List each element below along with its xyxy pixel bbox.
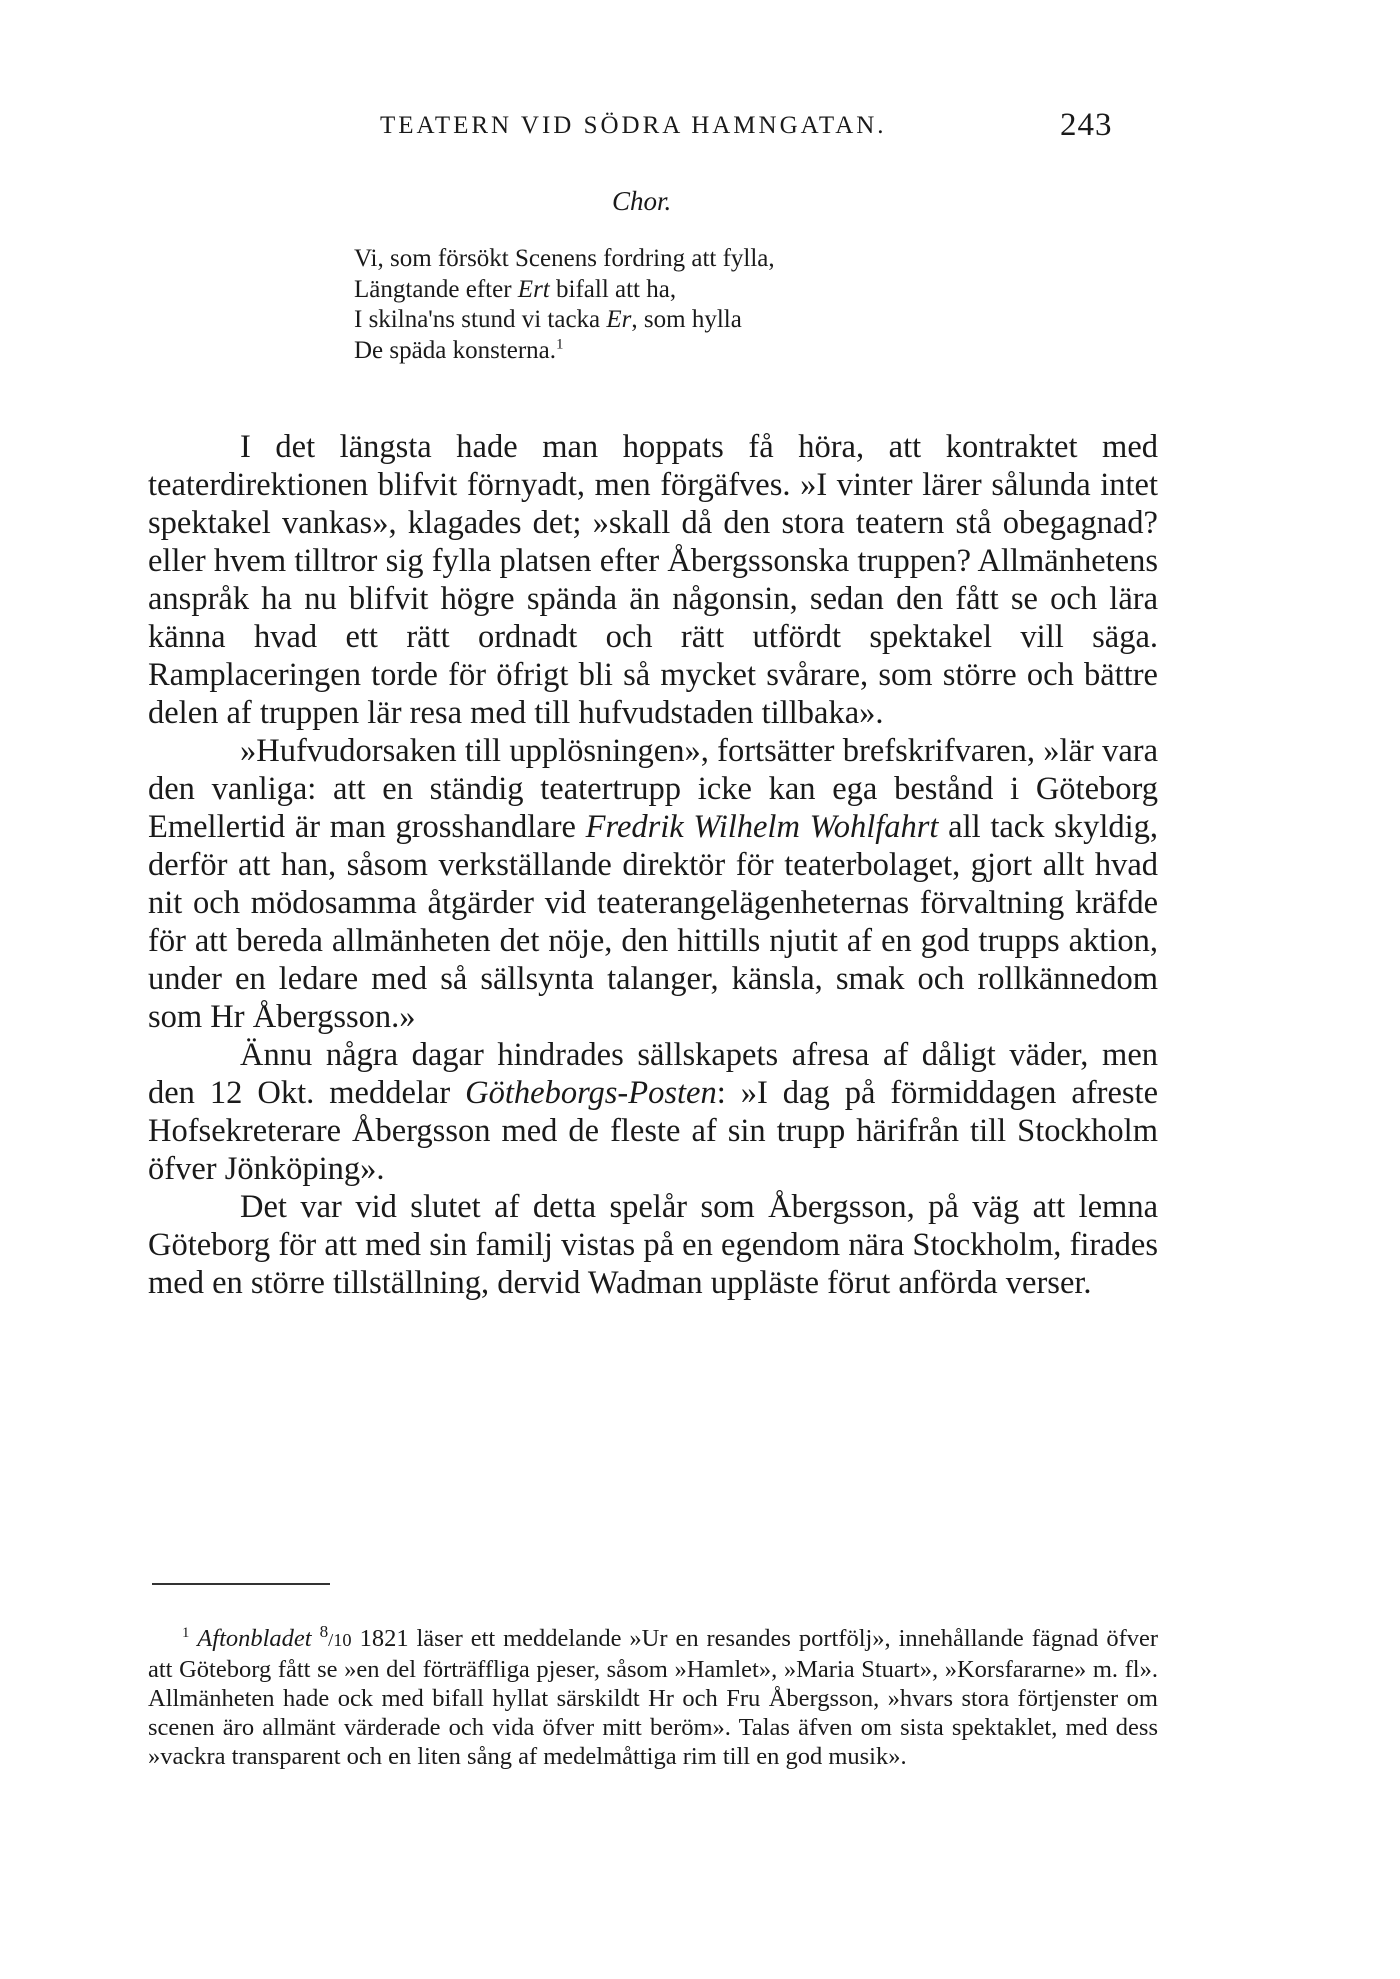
verse-text: bifall att ha, xyxy=(549,275,677,303)
page-number: 243 xyxy=(1060,107,1113,143)
body-text xyxy=(148,428,1158,1302)
chorus-verse xyxy=(354,244,1004,366)
newspaper-title: Aftonbladet xyxy=(197,1625,312,1652)
paragraph xyxy=(148,1188,1158,1302)
footnote-marker: 1 xyxy=(182,1624,190,1641)
paragraph-text: : »I dag på förmiddagen afreste Hofsekreterare Åbergsson med de fleste af sin trupp härifrån till Stockholm öfver Jönköping». xyxy=(148,1075,1158,1187)
paragraph-text: »Hufvudorsaken till upplösningen», fortsätter brefskrifvaren, »lär vara den vanliga: att en ständig teatertrupp icke kan ega bestånd i Göteborg Emellertid är man grosshandlare xyxy=(148,733,1158,845)
verse-line xyxy=(354,336,1004,367)
running-title: TEATERN VID SÖDRA HAMNGATAN. xyxy=(380,112,887,139)
footnote-divider xyxy=(152,1583,330,1585)
newspaper-title: Götheborgs-Posten xyxy=(465,1075,717,1111)
paragraph xyxy=(148,428,1158,732)
verse-text: Vi, som försökt Scenens fordring att fylla, xyxy=(354,245,775,272)
verse-line xyxy=(354,244,1004,275)
date-numerator: 8 xyxy=(319,1621,329,1641)
verse-italic: Er xyxy=(606,306,632,333)
verse-text: Längtande efter xyxy=(354,275,518,303)
paragraph-text: I det längsta hade man hoppats få höra, att kontraktet med teaterdirektionen blifvit förnyadt, men förgäfves. »I vinter lärer sålunda intet spektakel vankas», klagades det; »skall då den stora teatern stå obegagnad? eller hvem tilltror sig fylla platsen efter Åbergssonska truppen? Allmänhetens anspråk ha nu blifvit högre spända än någonsin, sedan den fått se och lära känna hvad ett rätt ordnadt och rätt utfördt spektakel vill säga. Ramplaceringen torde för öfrigt bli så mycket svårare, som större och bättre delen af truppen lär resa med till hufvudstaden tillbaka». xyxy=(148,429,1158,731)
paragraph-text: Det var vid slutet af detta spelår som Åbergsson, på väg att lemna Göteborg för att med sin familj vistas på en egendom nära Stockholm, firades med en större tillställning, dervid Wadman uppläste förut anförda verser. xyxy=(148,1189,1158,1301)
paragraph-text: Ännu några dagar hindrades sällskapets afresa af dåligt väder, men den 12 Okt. meddelar xyxy=(148,1037,1158,1111)
verse-italic: Ert xyxy=(517,275,550,303)
paragraph xyxy=(148,732,1158,1036)
paragraph xyxy=(148,1036,1158,1188)
verse-line xyxy=(354,305,1004,336)
paragraph-text: all tack skyldig, derför att han, såsom verkställande direktör för teaterbolaget, gjort allt hvad nit och mödosamma åtgärder vid teaterangelägenheternas förvaltning kräfde för att bereda allmänheten det nöje, den hittills njutit af en god trupps aktion, under en ledare med så sällsynta talanger, känsla, smak och rollkännedom som Hr Åbergsson.» xyxy=(148,809,1158,1035)
footnote-text: 1821 läser ett meddelande »Ur en resandes portfölj», innehållande fägnad öfver att Göteborg fått se »en del förträffliga pjeser, såsom »Hamlet», »Maria Stuart», »Korsfararne» m. fl». Allmänheten hade ock med bifall hyllat särskildt Hr och Fru Åbergsson, »hvars stora förtjenster om scenen äro allmänt värderade och vida öfver mitt beröm». Talas äfven om sista spektaklet, med dess »vackra transparent och en liten sång af medelmåttiga rim till en god musik». xyxy=(148,1625,1159,1770)
person-name: Fredrik Wilhelm Wohlfahrt xyxy=(585,809,939,845)
verse-text: I skilna'ns stund vi tacka xyxy=(354,306,607,333)
verse-text: , som hylla xyxy=(631,306,742,333)
footnote xyxy=(148,1621,1159,1771)
footnote-reference[interactable]: 1 xyxy=(556,336,564,353)
date-fraction xyxy=(319,1621,352,1652)
verse-line xyxy=(354,275,1004,306)
chorus-heading: Chor. xyxy=(612,186,672,216)
date-denominator: /10 xyxy=(328,1630,352,1650)
verse-text: De späda konsterna. xyxy=(354,336,557,364)
